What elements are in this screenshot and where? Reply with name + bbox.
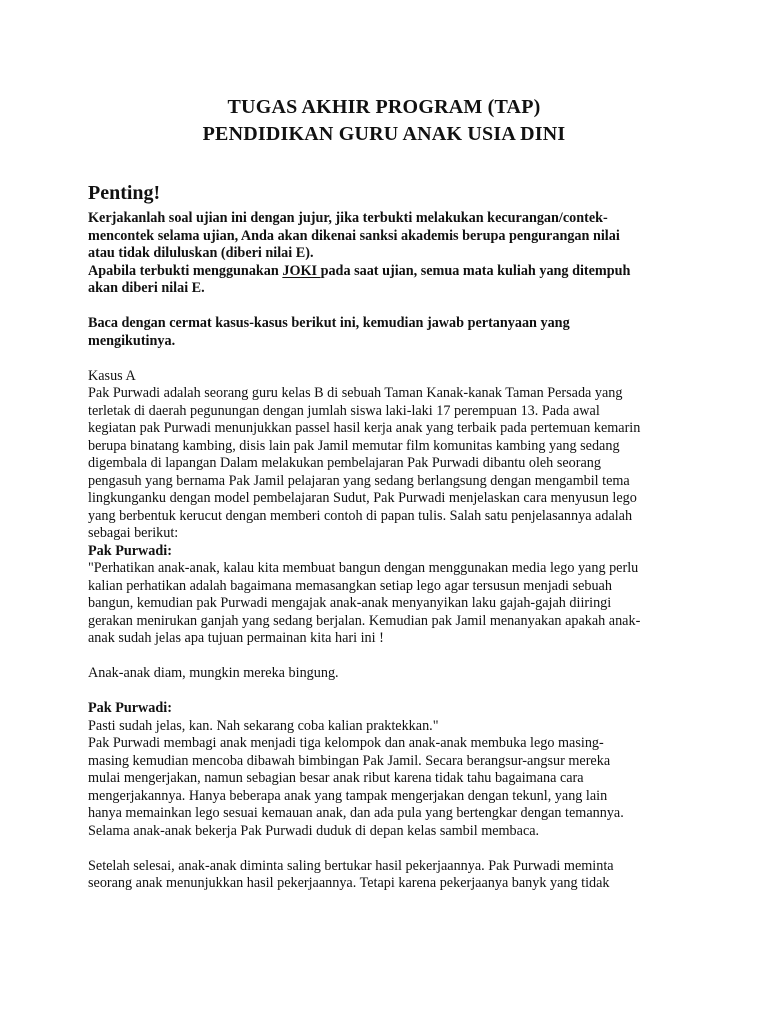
warning-line: mencontek selama ujian, Anda akan dikenai sanksi akademis berupa pengurangan nilai bbox=[88, 227, 620, 244]
instruction-line: Baca dengan cermat kasus-kasus berikut ini, kemudian jawab pertanyaan yang bbox=[88, 315, 570, 331]
case-line: digembala di lapangan Dalam melakukan pembelajaran Pak Purwadi dibantu oleh seorang bbox=[88, 455, 601, 471]
case-line: pengasuh yang bernama Pak Jamil pelajaran yang sedang berlangsung dengan mengambil tema bbox=[88, 472, 630, 489]
quote-line: mulai mengerjakan, namun sebagian besar anak ribut karena tidak tahu bagaimana cara bbox=[88, 770, 584, 786]
joki-underlined-word: JOKI bbox=[282, 262, 321, 279]
joki-warning-line-2: akan diberi nilai E. bbox=[88, 280, 205, 296]
quote-line: masing kemudian mencoba dibawah bimbingan Pak Jamil. Secara berangsur-angsur mereka bbox=[88, 752, 611, 769]
document-title-line-1: TUGAS AKHIR PROGRAM (TAP) bbox=[227, 96, 541, 118]
silence-line: Anak-anak diam, mungkin mereka bingung. bbox=[88, 665, 339, 681]
paragraph-gap bbox=[88, 683, 688, 701]
case-line: lingkunganku dengan model pembelajaran Sudut, Pak Purwadi menjelaskan cara menyusun lego bbox=[88, 490, 637, 506]
paragraph-gap bbox=[88, 298, 688, 316]
warning-line: Kerjakanlah soal ujian ini dengan jujur, jika terbukti melakukan kecurangan/contek- bbox=[88, 210, 608, 226]
quote-line: Pasti sudah jelas, kan. Nah sekarang coba kalian praktekkan." bbox=[88, 717, 439, 734]
quote-line: kalian perhatikan adalah bagaimana memasangkan setiap lego agar tersusun menjadi sebuah bbox=[88, 577, 612, 594]
case-line: Pak Purwadi adalah seorang guru kelas B di sebuah Taman Kanak-kanak Taman Persada yang bbox=[88, 385, 623, 401]
final-line: Setelah selesai, anak-anak diminta saling bertukar hasil pekerjaannya. Pak Purwadi meminta bbox=[88, 857, 614, 874]
document-title-line-2: PENDIDIKAN GURU ANAK USIA DINI bbox=[202, 123, 566, 145]
quote-line: anak sudah jelas apa tujuan permainan kita hari ini ! bbox=[88, 630, 384, 646]
instruction-line: mengikutinya. bbox=[88, 332, 176, 349]
case-line: sebagai berikut: bbox=[88, 525, 179, 541]
joki-warning-prefix: Apabila terbukti menggunakan bbox=[88, 262, 283, 279]
joki-warning-line bbox=[88, 263, 688, 281]
case-line: terletak di daerah pegunungan dengan jumlah siswa laki-laki 17 perempuan 13. Pada awal bbox=[88, 402, 600, 419]
case-heading: Kasus A bbox=[88, 367, 136, 384]
quote-line: mengerjakannya. Hanya beberapa anak yang tampak mengerjakan dengan tekunl, yang lain bbox=[88, 787, 608, 804]
paragraph-gap bbox=[88, 350, 688, 368]
joki-warning-suffix: pada saat ujian, semua mata kuliah yang ditempuh bbox=[320, 262, 631, 279]
paragraph-gap bbox=[88, 840, 688, 858]
quote-line: bangun, kemudian pak Purwadi mengajak anak-anak menyanyikan laku gajah-gajah diiringi bbox=[88, 595, 612, 611]
quote-line: Selama anak-anak bekerja Pak Purwadi duduk di depan kelas sambil membaca. bbox=[88, 822, 540, 839]
final-line: seorang anak menunjukkan hasil pekerjaannya. Tetapi karena pekerjaanya banyk yang tidak bbox=[88, 875, 610, 891]
important-heading: Penting! bbox=[88, 182, 161, 204]
speaker-label: Pak Purwadi: bbox=[88, 542, 172, 559]
warning-line: atau tidak diluluskan (diberi nilai E). bbox=[88, 245, 314, 261]
quote-line: hanya memainkan lego sesuai kemauan anak, dan ada pula yang bertengkar dengan temannya. bbox=[88, 805, 624, 821]
quote-line: "Perhatikan anak-anak, kalau kita membuat bangun dengan menggunakan media lego yang perlu bbox=[88, 560, 639, 576]
speaker-label: Pak Purwadi: bbox=[88, 700, 172, 716]
case-line: yang berbentuk kerucut dengan memberi contoh di papan tulis. Salah satu penjelasannya adalah bbox=[88, 507, 633, 524]
case-line: kegiatan pak Purwadi menunjukkan passel hasil kerja anak yang terbaik pada pertemuan kemarin bbox=[88, 420, 641, 436]
paragraph-gap bbox=[88, 648, 688, 666]
quote-line: Pak Purwadi membagi anak menjadi tiga kelompok dan anak-anak membuka lego masing- bbox=[88, 735, 604, 751]
quote-line: gerakan menirukan ganjah yang sedang berjalan. Kemudian pak Jamil menanyakan apakah anak- bbox=[88, 612, 641, 629]
case-line: berupa binatang kambing, disis lain pak Jamil memutar film komunitas kambing yang sedang bbox=[88, 437, 620, 454]
document-body bbox=[88, 180, 688, 893]
